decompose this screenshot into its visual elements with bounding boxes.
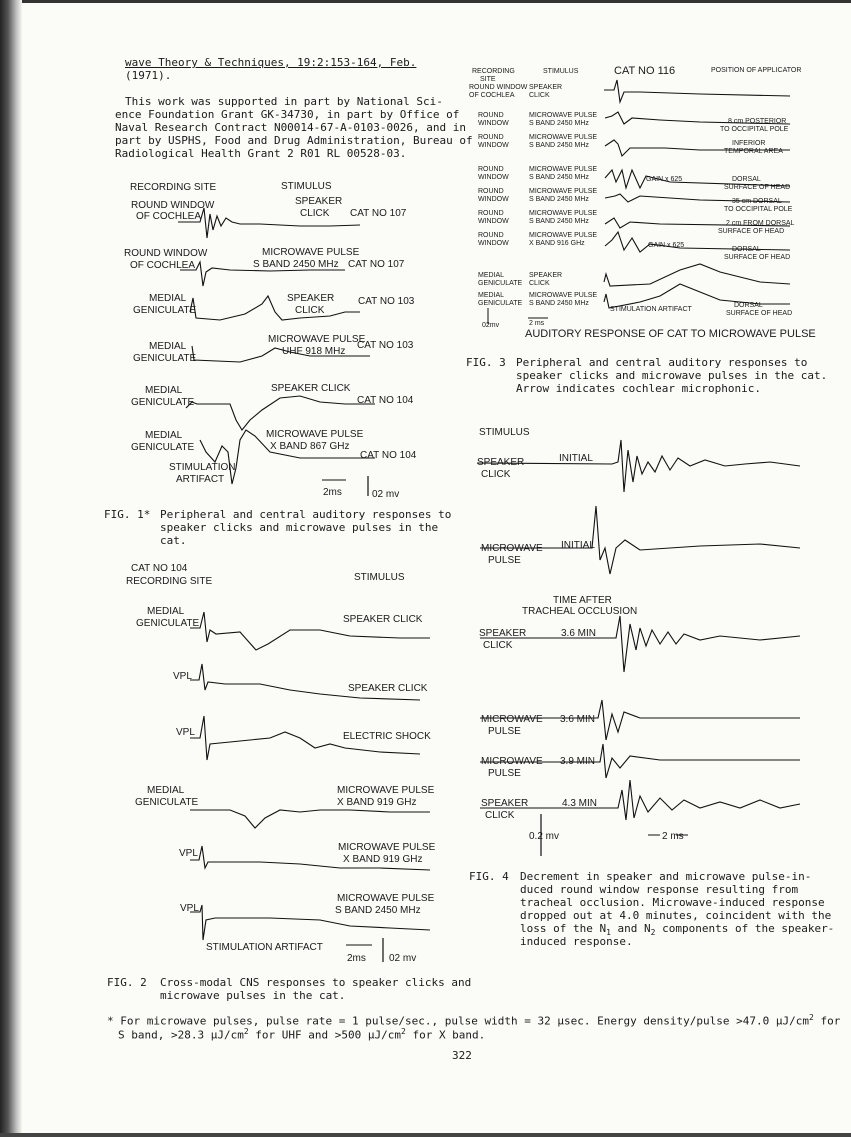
fig3-row-position: DORSAL — [734, 302, 763, 309]
fig4-row1-time: 3.6 MIN — [561, 628, 597, 639]
fig2-row1-stim: SPEAKER CLICK — [343, 614, 423, 625]
fig3-row-site: ROUND — [478, 112, 504, 119]
fig1-row6-stim-line2: X BAND 867 GHz — [270, 441, 350, 452]
fig1-stimulus-header: STIMULUS — [281, 181, 332, 192]
fig1-row3-site-line1: MEDIAL — [149, 293, 187, 304]
fig4-microwave-line2: PULSE — [488, 555, 521, 566]
fig2-caption-line2: microwave pulses in the cat. — [160, 989, 346, 1002]
fig3-row-position: SURFACE OF HEAD — [724, 184, 791, 191]
footnote-sup-2: 2 — [243, 1027, 249, 1036]
fig1-row5-site-line1: MEDIAL — [145, 385, 183, 396]
fig3-row-gain: GAIN x 625 — [648, 242, 685, 249]
fig1-row3-stim-line1: SPEAKER — [287, 293, 335, 304]
fig4-caption-sub1: 1 — [606, 928, 611, 938]
fig1-row2-site-line2: OF COCHLEA — [130, 260, 196, 271]
fig2-row4-site-line1: MEDIAL — [147, 785, 185, 796]
fig4-trace-speaker-43 — [480, 780, 800, 820]
support-line-1: This work was supported in part by National Sci- — [125, 95, 443, 108]
fig2-row5-stim-line2: X BAND 919 GHz — [343, 854, 423, 865]
fig4-microwave-line1: MICROWAVE — [481, 543, 543, 554]
fig3-scale-amp: 02mv — [482, 322, 500, 329]
fig1-caption-line3: cat. — [160, 534, 187, 547]
fig1-scale-amp: 02 mv — [372, 489, 400, 500]
fig4-initial-2: INITIAL — [561, 540, 595, 551]
fig3-row-position: TEMPORAL AREA — [724, 148, 783, 155]
fig4-caption-line6: induced response. — [520, 935, 633, 948]
fig4-row1-stim-line2: CLICK — [483, 640, 513, 651]
fig3-row-site: GENICULATE — [478, 300, 523, 307]
fig4-row4-stim-line1: SPEAKER — [481, 798, 529, 809]
fig3-row-stim: S BAND 2450 MHz — [529, 300, 589, 307]
fig1-row4-site-line1: MEDIAL — [149, 341, 187, 352]
fig4-trace-microwave-36 — [480, 700, 800, 740]
support-line-3: Naval Research Contract N00014-67-A-0103-0026, and in — [115, 121, 466, 134]
fig1-artifact-line2: ARTIFACT — [176, 474, 225, 485]
footnote-sup-3: 2 — [401, 1027, 406, 1036]
fig3-row-site: MEDIAL — [478, 272, 505, 279]
fig1-row6-stim-line1: MICROWAVE PULSE — [266, 429, 364, 440]
footnote-line1-b: for — [813, 1014, 841, 1028]
fig3-row-site: WINDOW — [478, 218, 509, 225]
fig3-row-stim: MICROWAVE PULSE — [529, 134, 598, 141]
fig4-row2-time: 3.6 MIN — [560, 714, 596, 725]
fig4-caption-line1: Decrement in speaker and microwave pulse-in- — [520, 870, 812, 883]
fig1-caption-label: FIG. 1* — [104, 508, 151, 521]
fig3-row-stim: MICROWAVE PULSE — [529, 188, 598, 195]
fig3-row-site: MEDIAL — [478, 292, 505, 299]
fig3-row-site: ROUND WINDOW — [469, 84, 528, 91]
fig2-row6-site: VPL — [180, 903, 199, 914]
fig2-row1-site-line2: GENICULATE — [136, 618, 200, 629]
fig3-row-site: ROUND — [478, 188, 504, 195]
fig3-artifact: STIMULATION ARTIFACT — [610, 306, 692, 313]
fig2-row4-site-line2: GENICULATE — [135, 797, 199, 808]
fig2-scale-time: 2ms — [347, 953, 366, 964]
fig3-caption-line1: Peripheral and central auditory responses to — [516, 356, 808, 369]
fig2-row6-stim-line2: S BAND 2450 MHz — [335, 905, 421, 916]
fig1-recording-site-header: RECORDING SITE — [130, 182, 217, 193]
fig1-caption-line1: Peripheral and central auditory responses to — [160, 508, 452, 521]
fig1-row2-stim-line2: S BAND 2450 MHz — [253, 259, 339, 270]
fig4-caption-line2: duced round window response resulting from — [520, 883, 799, 896]
fig3-row-stim: SPEAKER — [529, 84, 563, 91]
fig3-row-gain: GAIN x 625 — [646, 176, 683, 183]
fig1-row3-site-line2: GENICULATE — [133, 305, 197, 316]
fig3-row-site: OF COCHLEA — [469, 92, 515, 99]
fig3-row-site: ROUND — [478, 232, 504, 239]
fig3-row-site: ROUND — [478, 166, 504, 173]
fig1-row2-cat: CAT NO 107 — [348, 259, 405, 270]
fig3-row-site: WINDOW — [478, 240, 509, 247]
fig1-scale-time: 2ms — [323, 487, 342, 498]
fig3-site-header-line2: SITE — [480, 76, 496, 83]
fig4-scale-time: 2 ms — [662, 831, 684, 842]
fig3-caption-line2: speaker clicks and microwave pulses in the cat. — [516, 369, 828, 382]
fig4-initial-1: INITIAL — [559, 453, 593, 464]
fig1-row4-stim-line1: MICROWAVE PULSE — [268, 334, 366, 345]
fig3-row-site: GENICULATE — [478, 280, 523, 287]
fig4-scale-amp: 0.2 mv — [529, 831, 560, 842]
fig2-row5-stim-line1: MICROWAVE PULSE — [338, 842, 436, 853]
fig3-row-stim: MICROWAVE PULSE — [529, 292, 598, 299]
fig4-speaker-line2: CLICK — [481, 469, 511, 480]
fig1-caption-line2: speaker clicks and microwave pulses in the — [160, 521, 439, 534]
fig3-row-position: SURFACE OF HEAD — [726, 310, 793, 317]
fig1-row1-cat: CAT NO 107 — [350, 208, 407, 219]
page-number: 322 — [452, 1049, 472, 1062]
fig3-row-stim: MICROWAVE PULSE — [529, 112, 598, 119]
footnote-line2-b: for UHF and >500 μJ/cm — [248, 1028, 401, 1042]
fig3-row-site: ROUND — [478, 210, 504, 217]
fig3-row-stim: MICROWAVE PULSE — [529, 166, 598, 173]
fig4-stimulus-header: STIMULUS — [479, 427, 530, 438]
fig4-row3-stim-line1: MICROWAVE — [481, 756, 543, 767]
fig1-artifact-line1: STIMULATION — [169, 462, 236, 473]
fig3-row-position: SURFACE OF HEAD — [718, 228, 785, 235]
footnote-sup-1: 2 — [809, 1013, 814, 1022]
footnote-line2 — [118, 1025, 485, 1042]
fig2-caption-label: FIG. 2 — [107, 976, 147, 989]
fig1-row6-site-line1: MEDIAL — [145, 430, 183, 441]
fig4-caption-line5-b: and N — [610, 922, 651, 935]
fig4-row3-time: 3.9 MIN — [560, 756, 596, 767]
fig4-row4-time: 4.3 MIN — [562, 798, 598, 809]
fig4-time-after-line2: TRACHEAL OCCLUSION — [522, 606, 638, 617]
fig4-trace-initial-speaker — [477, 440, 800, 492]
fig3-row-stim: X BAND 916 GHz — [529, 240, 585, 247]
fig2-row2-stim: SPEAKER CLICK — [348, 683, 428, 694]
fig4-caption-line5-a: loss of the N — [520, 922, 607, 935]
fig4-speaker-line1: SPEAKER — [477, 457, 525, 468]
fig1-row3-stim-line2: CLICK — [295, 305, 325, 316]
fig3-cat: CAT NO 116 — [614, 65, 676, 77]
fig1-row6-site-line2: GENICULATE — [131, 442, 195, 453]
fig4-trace-initial-microwave — [480, 506, 800, 574]
fig3-stimulus-header: STIMULUS — [543, 68, 579, 75]
fig4-row3-stim-line2: PULSE — [488, 768, 521, 779]
fig3-title: AUDITORY RESPONSE OF CAT TO MICROWAVE PULSE — [525, 328, 816, 340]
fig3-site-header-line1: RECORDING — [472, 68, 515, 75]
fig3-row-stim: MICROWAVE PULSE — [529, 232, 598, 239]
fig2-caption-line1: Cross-modal CNS responses to speaker clicks and — [160, 976, 472, 989]
fig4-trace-microwave-39 — [480, 744, 800, 778]
fig1-row2-stim-line1: MICROWAVE PULSE — [262, 247, 360, 258]
fig4-caption-sub2: 2 — [650, 928, 656, 938]
support-line-2: ence Foundation Grant GK-34730, in part by Office of — [115, 108, 460, 121]
fig3-row-stim: S BAND 2450 MHz — [529, 196, 589, 203]
fig2-cat: CAT NO 104 — [131, 563, 188, 574]
fig1-row2-site-line1: ROUND WINDOW — [124, 248, 208, 259]
fig3-row-stim: SPEAKER — [529, 272, 563, 279]
fig3-row-stim: S BAND 2450 MHz — [529, 120, 589, 127]
fig4-caption-label: FIG. 4 — [469, 870, 509, 883]
reference-line-2: (1971). — [125, 69, 172, 82]
fig3-row-site: WINDOW — [478, 142, 509, 149]
fig3-row-site: WINDOW — [478, 174, 509, 181]
fig1-row4-stim-line2: UHF 918 MHz — [282, 346, 346, 357]
fig3-row-site: ROUND — [478, 134, 504, 141]
fig1-row3-cat: CAT NO 103 — [358, 296, 415, 307]
fig4-caption-line4: dropped out at 4.0 minutes, coincident with the — [520, 909, 832, 922]
fig3-row-position: 2 cm FROM DORSAL — [726, 220, 795, 227]
fig3-caption-line3: Arrow indicates cochlear microphonic. — [516, 382, 762, 395]
fig2-row3-site: VPL — [176, 727, 195, 738]
fig3-row-position: INFERIOR — [732, 140, 766, 147]
footnote-line1-a: * For microwave pulses, pulse rate = 1 pulse/sec., pulse width = 32 μsec. Energy density/pulse >47.0 μJ/cm — [107, 1014, 809, 1028]
fig4-time-after-line1: TIME AFTER — [553, 595, 612, 606]
fig3-caption-label: FIG. 3 — [466, 356, 506, 369]
fig4-caption-line3: tracheal occlusion. Microwave-induced response — [520, 896, 825, 909]
fig3-row-position: 35 cm DORSAL — [732, 198, 782, 205]
fig1-row1-site-line1: ROUND WINDOW — [131, 200, 215, 211]
fig2-row5-site: VPL — [179, 848, 198, 859]
fig4-trace-speaker-36 — [480, 616, 800, 672]
fig3-row-site: WINDOW — [478, 120, 509, 127]
fig3-row-position: DORSAL — [732, 246, 761, 253]
footnote-line2-a: S band, >28.3 μJ/cm — [118, 1028, 244, 1042]
fig2-row2-site: VPL — [173, 671, 192, 682]
fig2-stimulus-header: STIMULUS — [354, 572, 405, 583]
fig2-row4-stim-line2: X BAND 919 GHz — [337, 797, 417, 808]
fig2-row3-stim: ELECTRIC SHOCK — [343, 731, 431, 742]
fig4-row4-stim-line2: CLICK — [485, 810, 515, 821]
support-line-4: part by USPHS, Food and Drug Administration, Bureau of — [115, 134, 473, 147]
fig3-scale-time: 2 ms — [529, 320, 545, 327]
fig1-row6-cat: CAT NO 104 — [360, 450, 417, 461]
support-line-5: Radiological Health Grant 2 R01 RL 00528-03. — [115, 147, 407, 160]
fig2-row4-stim-line1: MICROWAVE PULSE — [337, 785, 435, 796]
fig3-row-stim: S BAND 2450 MHz — [529, 142, 589, 149]
fig1-row4-site-line2: GENICULATE — [133, 353, 197, 364]
fig2-row6-stim-line1: MICROWAVE PULSE — [337, 893, 435, 904]
fig1-row5-cat: CAT NO 104 — [357, 395, 414, 406]
footnote-line2-c: for X band. — [405, 1028, 486, 1042]
fig3-row-position: TO OCCIPITAL POLE — [720, 126, 789, 133]
fig3-row-stim: MICROWAVE PULSE — [529, 210, 598, 217]
fig3-row-stim: CLICK — [529, 280, 550, 287]
fig3-position-header: POSITION OF APPLICATOR — [711, 67, 802, 74]
fig4-row1-stim-line1: SPEAKER — [479, 628, 527, 639]
fig3-row-position: TO OCCIPITAL POLE — [724, 206, 793, 213]
fig1-row1-stim-line1: SPEAKER — [295, 196, 343, 207]
fig1-row4-cat: CAT NO 103 — [357, 340, 414, 351]
fig1-row1-stim-line2: CLICK — [300, 208, 330, 219]
fig1-row5-site-line2: GENICULATE — [131, 397, 195, 408]
fig4-caption-line5-c: components of the speaker- — [655, 922, 835, 935]
fig3-row-stim: CLICK — [529, 92, 550, 99]
reference-line-1: wave Theory & Techniques, 19:2:153-164, Feb. — [125, 56, 417, 69]
fig1-row5-stim: SPEAKER CLICK — [271, 383, 351, 394]
fig3-row-stim: S BAND 2450 MHz — [529, 174, 589, 181]
fig2-scale-amp: 02 mv — [389, 953, 417, 964]
fig3-row-stim: S BAND 2450 MHz — [529, 218, 589, 225]
fig2-row1-site-line1: MEDIAL — [147, 606, 185, 617]
fig4-row2-stim-line1: MICROWAVE — [481, 714, 543, 725]
fig2-recording-site-header: RECORDING SITE — [126, 576, 213, 587]
fig3-row-position: SURFACE OF HEAD — [724, 254, 791, 261]
fig3-row-position: DORSAL — [732, 176, 761, 183]
fig3-row-site: WINDOW — [478, 196, 509, 203]
fig2-artifact: STIMULATION ARTIFACT — [206, 942, 323, 953]
fig1-row1-site-line2: OF COCHLEA — [136, 211, 202, 222]
fig4-row2-stim-line2: PULSE — [488, 726, 521, 737]
fig3-row-position: 8 cm POSTERIOR — [728, 118, 787, 125]
